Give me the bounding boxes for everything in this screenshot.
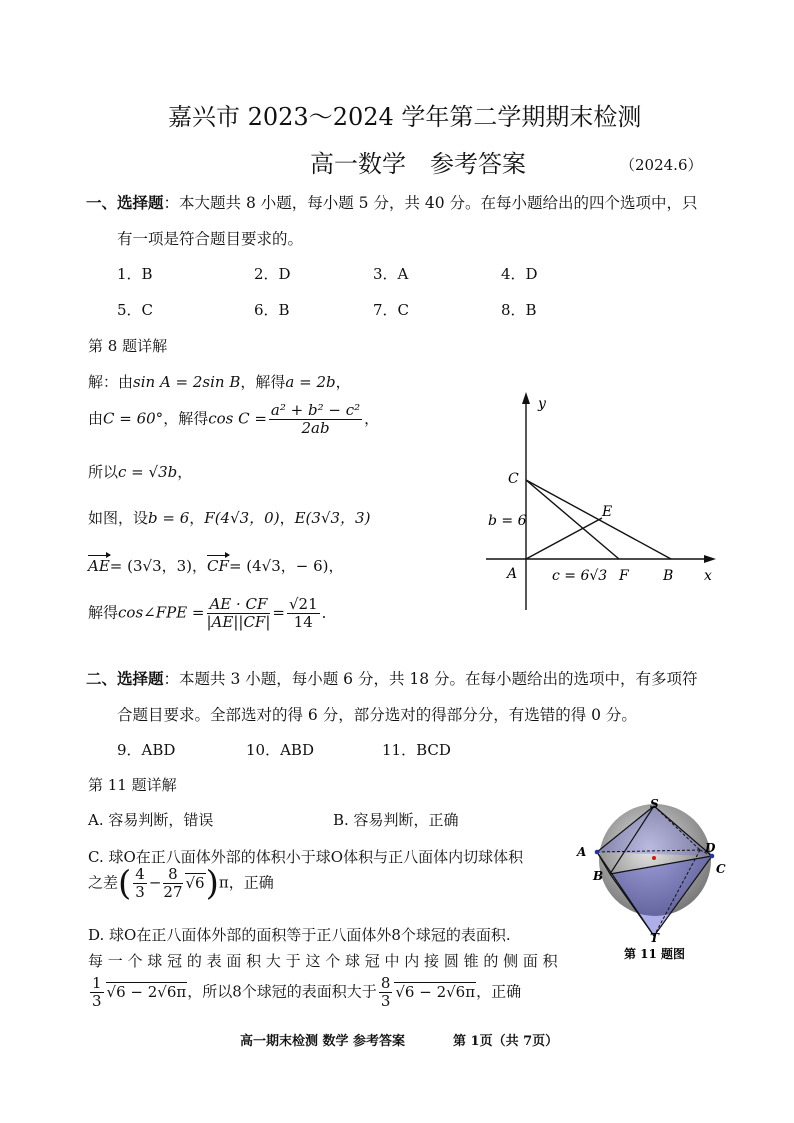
label-c6r3: c = 6√3 [552,568,608,584]
label-A: A [577,845,587,859]
label-F: F [619,568,629,584]
label-C: C [716,862,726,876]
label-A: A [507,566,518,582]
page-subtitle: 高一数学 参考答案 [310,150,526,178]
q8-line1: 解：由sin A = 2sin B，解得a = 2b， [88,373,351,391]
answer-6: 6．B [254,301,290,319]
q8-line4: 如图，设b = 6，F(4√3，0)，E(3√3，3) [88,509,371,527]
answer-10: 10．ABD [246,741,314,759]
x-axis-arrow [704,555,716,563]
label-D: D [705,841,716,855]
q11-option-c-line1: C. 球O在正八面体外部的体积小于球O体积与正八面体内切球体积 [88,848,524,866]
section2-desc-2: 合题目要求。全部选对的得 6 分，部分选对的得部分分，有选错的得 0 分。 [117,706,637,724]
q11-option-a: A. 容易判断，错误 [88,811,214,829]
answer-4: 4．D [501,265,538,283]
answer-8: 8．B [501,301,537,319]
section2-heading: 二、选择题 [86,669,164,688]
page-title: 嘉兴市 2023～2024 学年第二学期期末检测 [168,103,642,131]
answer-2: 2．D [254,265,291,283]
section1-heading: 一、选择题 [86,193,164,212]
segment-AE [526,518,602,559]
footer-left: 高一期末检测 数学 参考答案 [240,1034,406,1049]
q11-figure [572,796,742,971]
answer-5: 5．C [117,301,154,319]
section1-intro [86,191,698,213]
answer-7: 7．C [373,301,410,319]
q11-option-c-line2: 之差( $\frac{4}{3}$ − $\frac{8}{27}$ √6)π，正确 [88,863,274,904]
answer-9: 9．ABD [117,741,176,759]
answer-11: 11．BCD [382,741,451,759]
label-B: B [663,568,674,584]
q8-line2: 由C = 60°，解得cos C = $\frac{\text{a² + b² − c²}}{2ab}$ ， [88,401,380,437]
y-axis-arrow [522,392,530,404]
q11-heading: 第 11 题详解 [88,776,177,794]
label-B: B [593,869,604,883]
label-b6: b = 6 [488,513,527,529]
q8-line3: 所以c = √3b， [88,463,193,481]
label-E: E [602,504,613,520]
label-C: C [508,471,519,487]
q8-line6: 解得cos∠FPE = $\frac{AE \cdot CF}{|AE||CF|}$ = $\frac{√21}{14}$ ． [88,595,337,631]
section1-desc-2: 有一项是符合题目要求的。 [117,230,304,248]
section2-intro [86,667,698,689]
q8-heading: 第 8 题详解 [88,337,168,355]
q11-option-d-line1: D. 球O在正八面体外部的面积等于正八面体外8个球冠的表面积. [88,926,511,944]
answer-1: 1．B [117,265,153,283]
label-T: T [650,931,659,945]
label-S: S [650,797,659,811]
q8-diagram [478,388,728,613]
figure-caption: 第 11 题图 [624,947,686,961]
footer-page: 第 1页（共 7页） [453,1034,559,1049]
answer-3: 3．A [373,265,409,283]
q11-option-d-line3: $\frac{1}{3}$ √6 − 2√6π，所以8个球冠的表面积大于 $\frac{8}{3}$ √6 − 2√6π，正确 [92,974,522,1010]
section1-desc-1: ：本大题共 8 小题，每小题 5 分，共 40 分。在每小题给出的四个选项中，只 [163,194,698,212]
section2-desc-1: ：本题共 3 小题，每小题 6 分，共 18 分。在每小题给出的选项中，有多项符 [163,670,698,688]
q11-option-b: B. 容易判断，正确 [333,811,459,829]
center-dot [652,856,656,860]
q8-line5: AE= (3√3，3)，CF= (4√3，− 6)， [88,557,344,575]
label-x: x [704,568,712,584]
q11-option-d-line2: 每 一 个 球 冠 的 表 面 积 大 于 这 个 球 冠 中 内 接 圆 锥 的 侧 面 积 [88,952,558,970]
label-y: y [538,396,546,412]
date-label: （2024.6） [620,156,703,174]
